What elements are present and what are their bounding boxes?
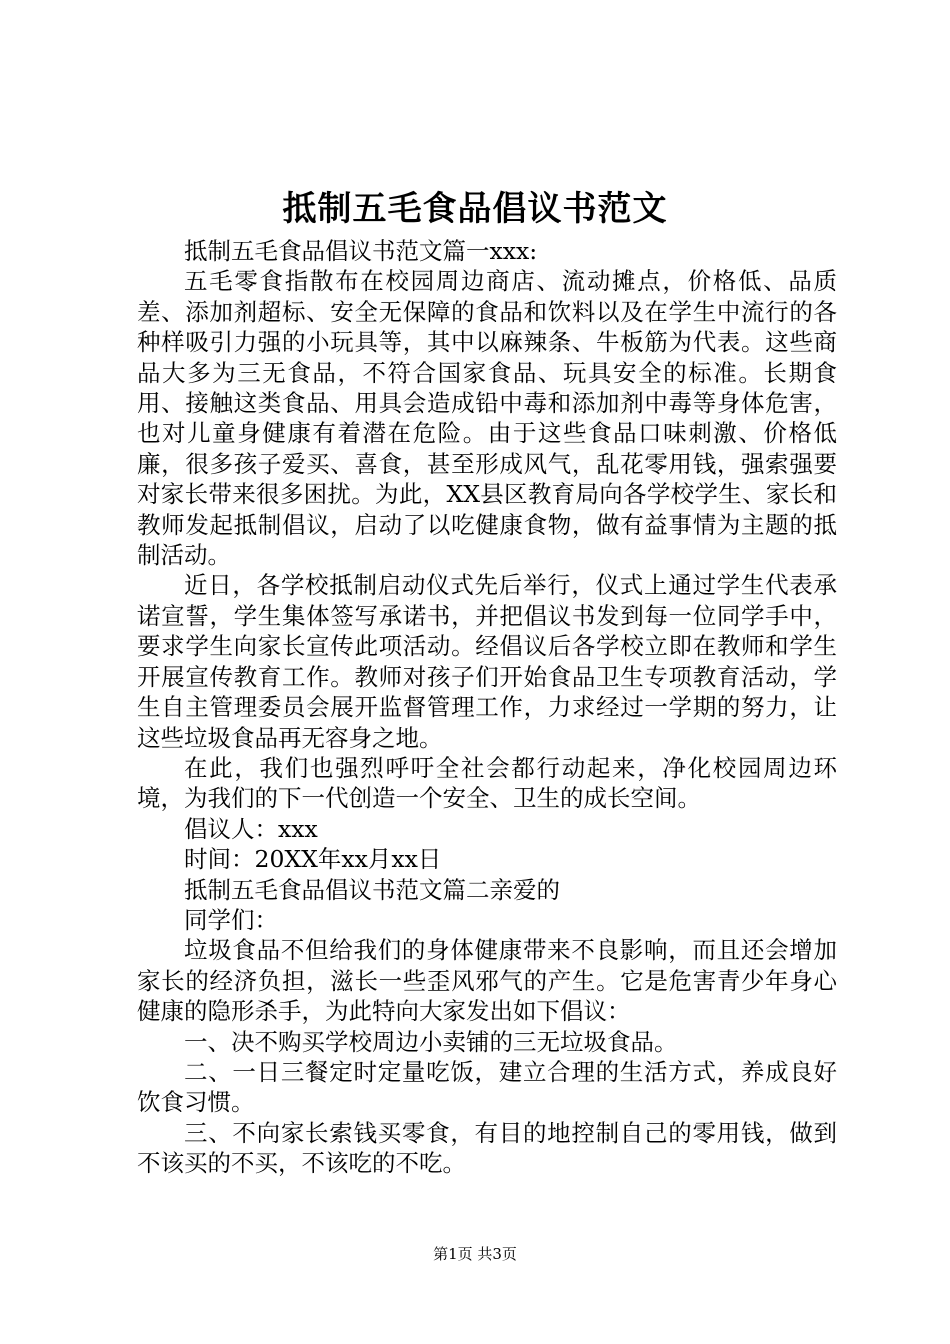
paragraph: 垃圾食品不但给我们的身体健康带来不良影响，而且还会增加家长的经济负担，滋长一些歪风邪气的产生。它是危害青少年身心健康的隐形杀手，为此特向大家发出如下倡议：	[137, 936, 837, 1026]
document-body	[137, 236, 837, 1179]
paragraph: 五毛零食指散布在校园周边商店、流动摊点，价格低、品质差、添加剂超标、安全无保障的食品和饮料以及在学生中流行的各种样吸引力强的小玩具等，其中以麻辣条、牛板筋为代表。这些商品大多为三无食品，不符合国家食品、玩具安全的标准。长期食用、接触这类食品、用具会造成铅中毒和添加剂中毒等身体危害，也对儿童身健康有着潜在危险。由于这些食品口味刺激、价格低廉，很多孩子爱买、喜食，甚至形成风气，乱花零用钱，强索强要对家长带来很多困扰。为此，XX县区教育局向各学校学生、家长和教师发起抵制倡议，启动了以吃健康食物，做有益事情为主题的抵制活动。	[137, 267, 837, 570]
paragraph: 在此，我们也强烈呼吁全社会都行动起来，净化校园周边环境，为我们的下一代创造一个安全、卫生的成长空间。	[137, 753, 837, 813]
paragraph: 近日，各学校抵制启动仪式先后举行，仪式上通过学生代表承诺宣誓，学生集体签写承诺书，并把倡议书发到每一位同学手中，要求学生向家长宣传此项活动。经倡议后各学校立即在教师和学生开展宣传教育工作。教师对孩子们开始食品卫生专项教育活动，学生自主管理委员会展开监督管理工作，力求经过一学期的努力，让这些垃圾食品再无容身之地。	[137, 571, 837, 752]
date-line: 时间：20XX年xx月xx日	[184, 845, 442, 874]
signature-line: 倡议人：xxx	[184, 814, 318, 843]
page-number-footer: 第1页 共3页	[433, 1245, 517, 1263]
section-heading: 抵制五毛食品倡议书范文篇二亲爱的	[184, 875, 560, 904]
document-title: 抵制五毛食品倡议书范文	[282, 189, 668, 229]
salutation: 同学们：	[184, 905, 278, 934]
paragraph: 抵制五毛食品倡议书范文篇一xxx:	[184, 237, 538, 265]
list-item: 二、一日三餐定时定量吃饭，建立合理的生活方式，养成良好饮食习惯。	[137, 1057, 837, 1117]
list-item: 一、决不购买学校周边小卖铺的三无垃圾食品。	[184, 1027, 678, 1056]
list-item: 三、不向家长索钱买零食，有目的地控制自己的零用钱，做到不该买的不买，不该吃的不吃。	[137, 1118, 837, 1178]
